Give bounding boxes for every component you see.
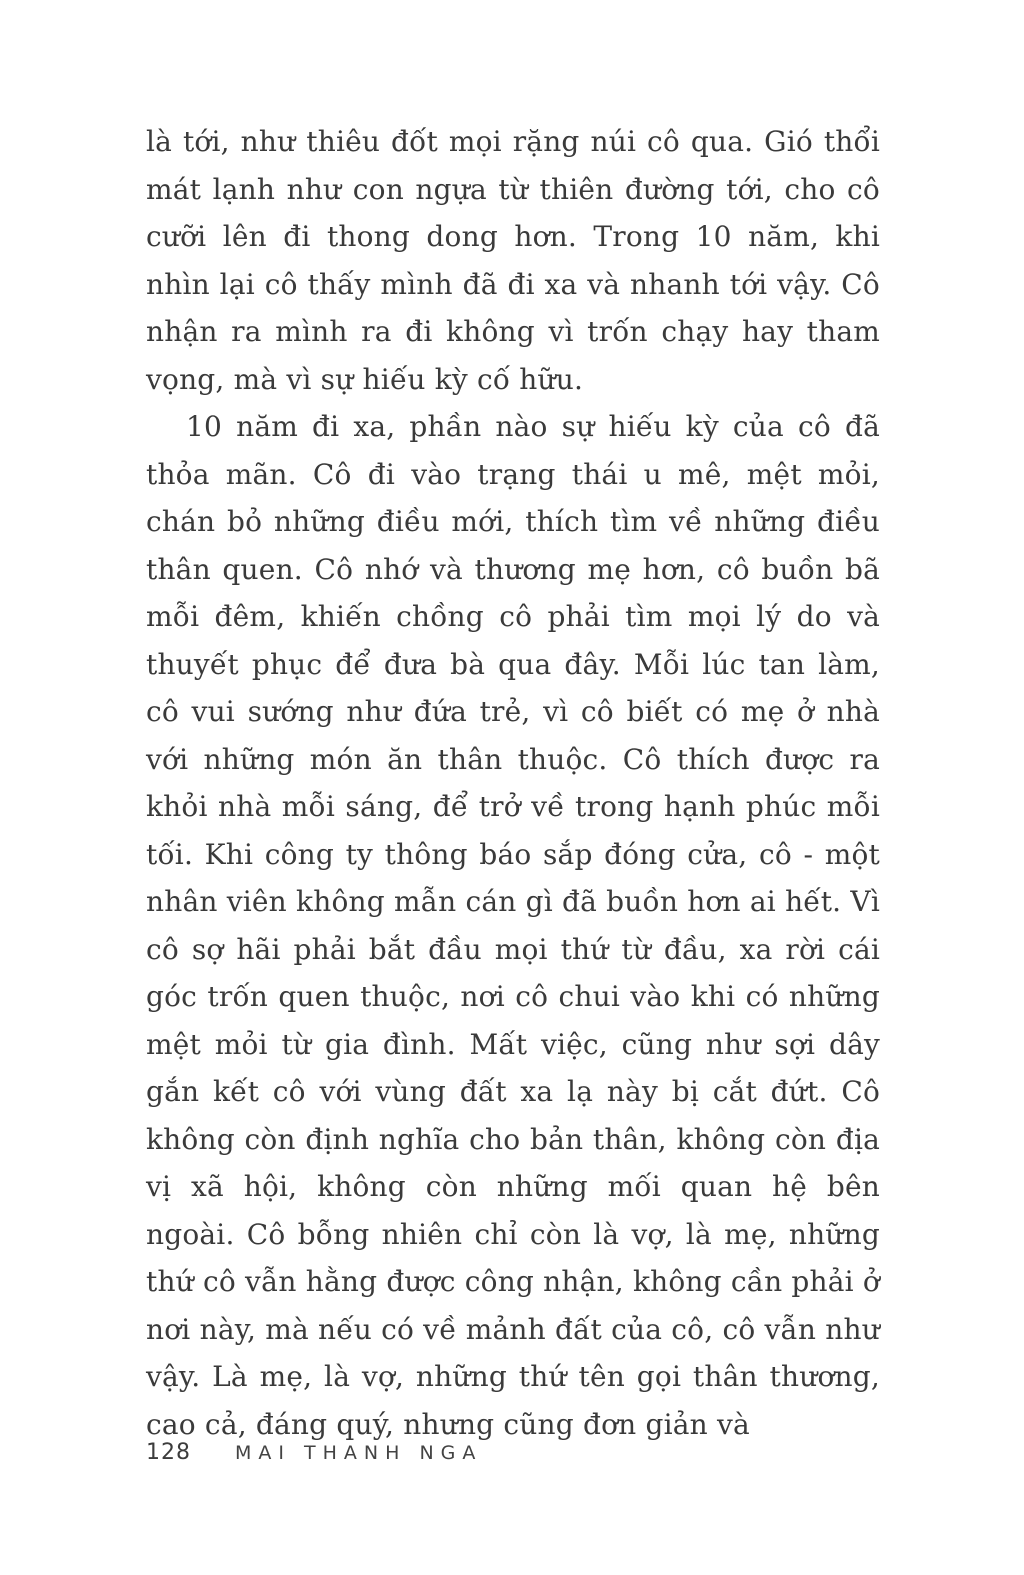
body-text (146, 118, 880, 1448)
page-footer (146, 1440, 880, 1465)
author-name: MAI THANH NGA (235, 1442, 483, 1464)
paragraph: 10 năm đi xa, phần nào sự hiếu kỳ của cô đã thỏa mãn. Cô đi vào trạng thái u mê, mệt mỏi, chán bỏ những điều mới, thích tìm về những điều thân quen. Cô nhớ và thương mẹ hơn, cô buồn bã mỗi đêm, khiến chồng cô phải tìm mọi lý do và thuyết phục để đưa bà qua đây. Mỗi lúc tan làm, cô vui sướng như đứa trẻ, vì cô biết có mẹ ở nhà với những món ăn thân thuộc. Cô thích được ra khỏi nhà mỗi sáng, để trở về trong hạnh phúc mỗi tối. Khi công ty thông báo sắp đóng cửa, cô - một nhân viên không mẫn cán gì đã buồn hơn ai hết. Vì cô sợ hãi phải bắt đầu mọi thứ từ đầu, xa rời cái góc trốn quen thuộc, nơi cô chui vào khi có những mệt mỏi từ gia đình. Mất việc, cũng như sợi dây gắn kết cô với vùng đất xa lạ này bị cắt đứt. Cô không còn định nghĩa cho bản thân, không còn địa vị xã hội, không còn những mối quan hệ bên ngoài. Cô bỗng nhiên chỉ còn là vợ, là mẹ, những thứ cô vẫn hằng được công nhận, không cần phải ở nơi này, mà nếu có về mảnh đất của cô, cô vẫn như vậy. Là mẹ, là vợ, những thứ tên gọi thân thương, cao cả, đáng quý, nhưng cũng đơn giản và (146, 410, 880, 1441)
page-number: 128 (146, 1440, 191, 1465)
paragraph-continuation: là tới, như thiêu đốt mọi rặng núi cô qua. Gió thổi mát lạnh như con ngựa từ thiên đường tới, cho cô cưỡi lên đi thong dong hơn. Trong 10 năm, khi nhìn lại cô thấy mình đã đi xa và nhanh tới vậy. Cô nhận ra mình ra đi không vì trốn chạy hay tham vọng, mà vì sự hiếu kỳ cố hữu. (146, 125, 880, 396)
